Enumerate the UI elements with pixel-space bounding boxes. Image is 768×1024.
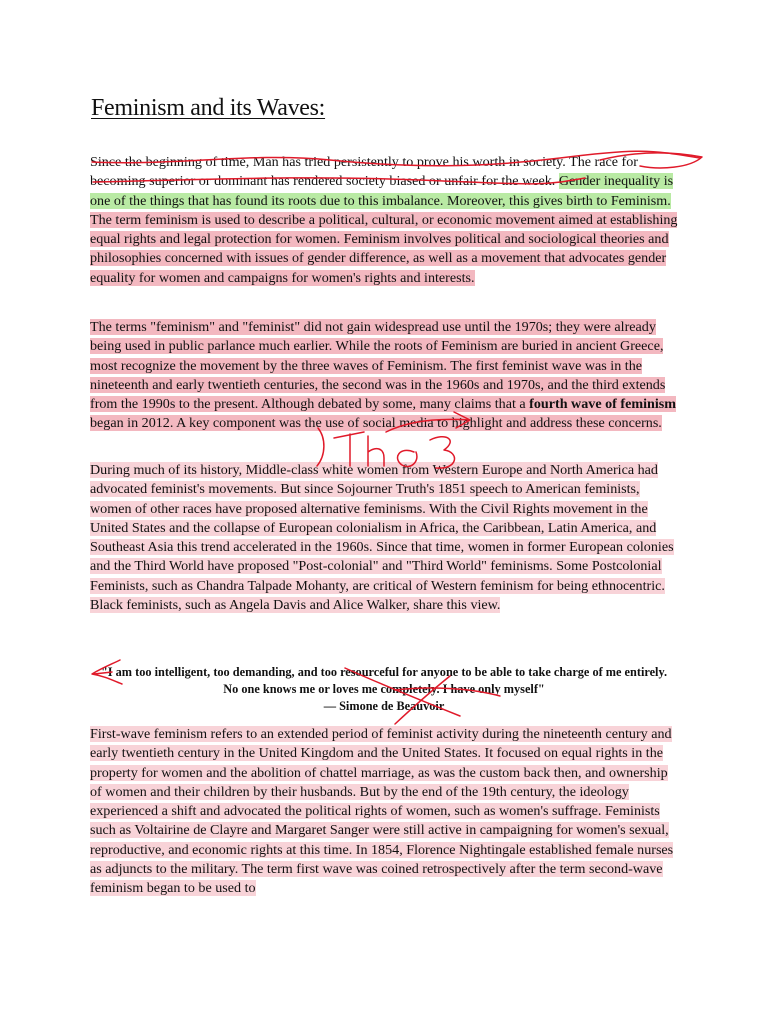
paragraph-terms-part-2: began in 2012. A key component was the use of social media to highlight and address these concerns. [90, 415, 662, 432]
page-title: Feminism and its Waves: [91, 95, 326, 121]
paragraph-terms-part-1: The terms "feminism" and "feminist" did not gain widespread use until the 1970s; they were already being used in public parlance much earlier. While the roots of Feminism are buried in ancient Greece, most recognize the movement by the three waves of Feminism. The first feminist wave was in the nineteenth and early twentieth centuries, the second was in the 1960s and 1970s, and the third extends from the 1990s to the present. Although debated by some, many claims that a [90, 319, 666, 413]
highlight-red-term-feminism: The term feminism is used to describe a political, cultural, or economic movement aimed at establishing equal rights and legal protection for women. Feminism involves political and sociological theories and philosophies concerned with issues of gender difference, as well as a movement that advocates gender equality for women and campaigns for women's rights and interests. [90, 211, 678, 286]
paragraph-terms [90, 318, 680, 434]
fourth-wave-bold: fourth wave of feminism [529, 396, 676, 413]
quote-attribution: — Simone de Beauvoir [323, 699, 445, 713]
highlight-green-gender-inequality: Gender inequality is one of the things that has found its roots due to this imbalance. Moreover, this gives birth to Feminism. [90, 173, 674, 209]
paragraph-intro-sentence-1: Since the beginning of time, Man has tried persistently to prove his worth in society. The race for becoming superior or dominant has rendered society biased or unfair for the week. [90, 154, 638, 190]
paragraph-intro [90, 153, 680, 288]
paragraph-history-text: During much of its history, Middle-class white women from Western Europe and North America had advocated feminist's movements. But since Sojourner Truth's 1851 speech to American feminists, women of other races have proposed alternative feminisms. With the Civil Rights movement in the United States and the collapse of European colonialism in Africa, the Caribbean, Latin America, and Southeast Asia this trend accelerated in the 1960s. Since that time, women in former European colonies and the Third World have proposed "Post-colonial" and "Third World" feminisms. Some Postcolonial Feminists, such as Chandra Talpade Mohanty, are critical of Western feminism for being ethnocentric. Black feminists, such as Angela Davis and Alice Walker, share this view. [90, 462, 674, 614]
quote-text: "I am too intelligent, too demanding, and too resourceful for anyone to be able to take charge of me entirely. No one knows me or loves me completely. I have only myself" [100, 665, 668, 696]
paragraph-first-wave [90, 725, 680, 899]
paragraph-first-wave-text: First-wave feminism refers to an extended period of feminist activity during the nineteenth century and early twentieth century in the United Kingdom and the United States. It focused on equal rights in the property for women and the abolition of chattel marriage, as was the custom back then, and ownership of women and their children by their husbands. But by the end of the 19th century, the ideology experienced a shift and advocated the political rights of women, such as women's suffrage. Feminists such as Voltairine de Clayre and Margaret Sanger were still active in campaigning for women's sexual, reproductive, and economic rights at this time. In 1854, Florence Nightingale established female nurses as adjuncts to the military. The term first wave was coined retrospectively after the term second-wave feminism began to be used to [90, 726, 674, 897]
paragraph-history [90, 461, 680, 615]
beauvoir-quote [92, 664, 676, 715]
